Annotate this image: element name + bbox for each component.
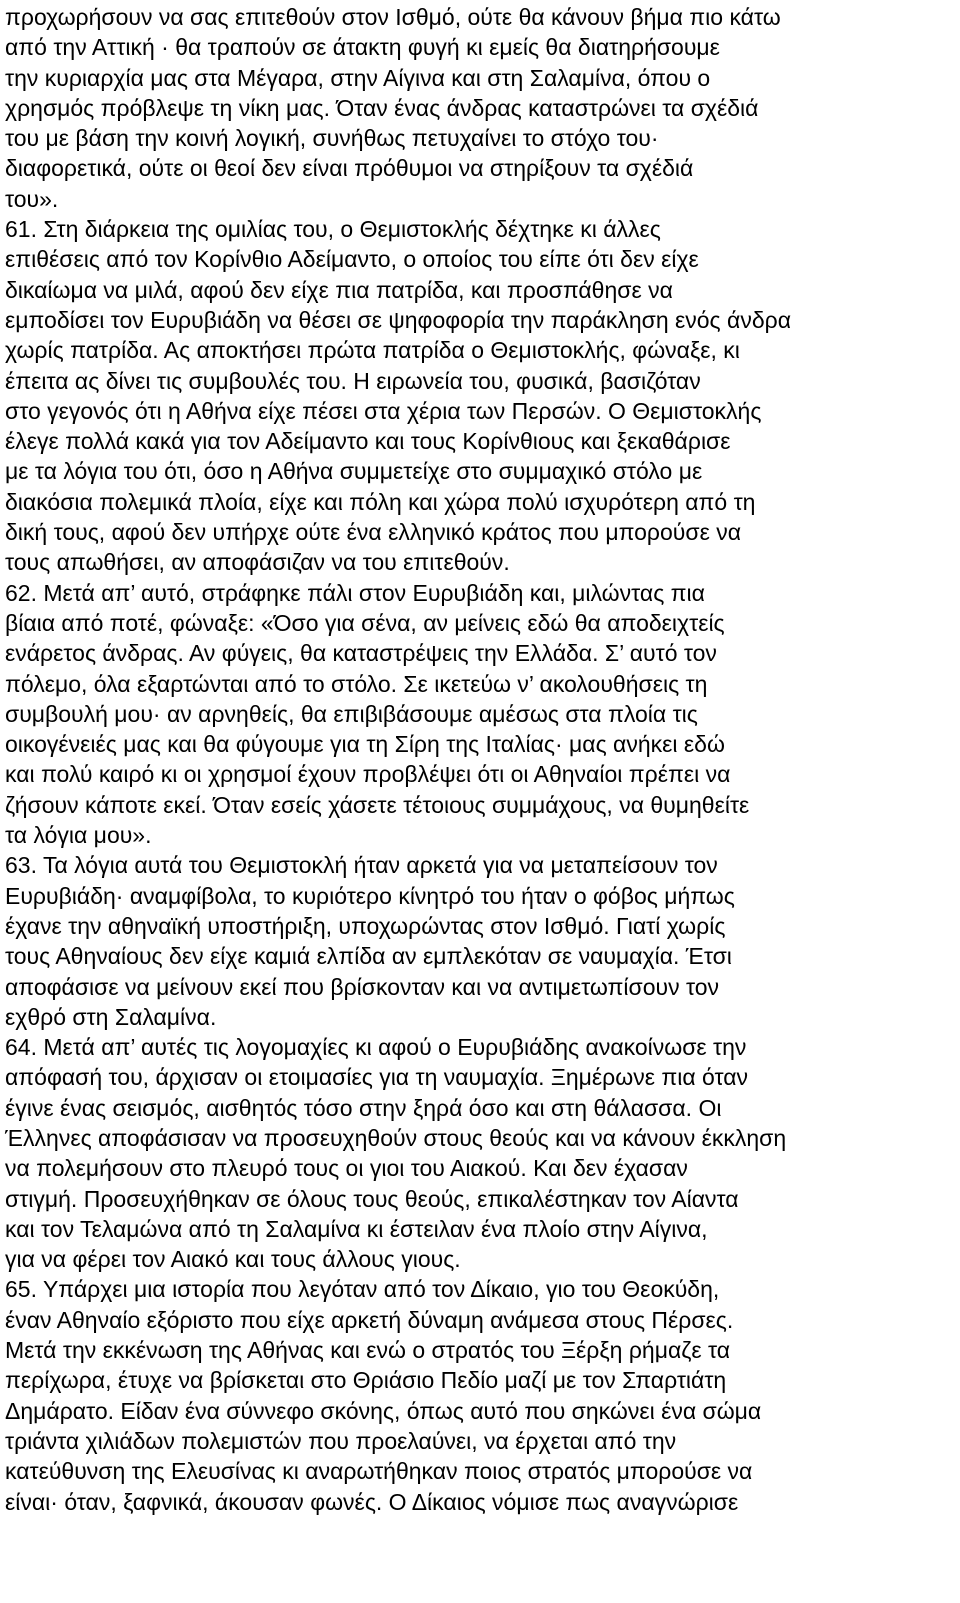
text-line: την κυριαρχία μας στα Μέγαρα, στην Αίγινα και στη Σαλαμίνα, όπου ο bbox=[5, 64, 711, 91]
text-line: στο γεγονός ότι η Αθήνα είχε πέσει στα χέρια των Περσών. Ο Θεμιστοκλής bbox=[5, 397, 762, 424]
text-line: απόφασή του, άρχισαν οι ετοιμασίες για τη ναυμαχία. Ξημέρωνε πια όταν bbox=[5, 1064, 749, 1091]
text-line: από την Αττική · θα τραπούν σε άτακτη φυγή κι εμείς θα διατηρήσουμε bbox=[5, 34, 720, 61]
text-line: διαφορετικά, ούτε οι θεοί δεν είναι πρόθυμοι να στηρίξουν τα σχέδιά bbox=[5, 155, 694, 182]
text-line: τριάντα χιλιάδων πολεμιστών που προελαύνει, να έρχεται από την bbox=[5, 1427, 677, 1454]
text-line: βίαια από ποτέ, φώναξε: «Όσο για σένα, αν μείνεις εδώ θα αποδειχτείς bbox=[5, 609, 725, 636]
text-line: στιγμή. Προσευχήθηκαν σε όλους τους θεούς, επικαλέστηκαν τον Αίαντα bbox=[5, 1185, 739, 1212]
text-line: τα λόγια μου». bbox=[5, 822, 152, 849]
text-line: έναν Αθηναίο εξόριστο που είχε αρκετή δύναμη ανάμεσα στους Πέρσες. bbox=[5, 1306, 734, 1333]
document-page bbox=[5, 2, 955, 1517]
text-line: του». bbox=[5, 185, 59, 212]
text-line: ζήσουν κάποτε εκεί. Όταν εσείς χάσετε τέτοιους συμμάχους, να θυμηθείτε bbox=[5, 791, 750, 818]
text-line: αποφάσισε να μείνουν εκεί που βρίσκονταν και να αντιμετωπίσουν τον bbox=[5, 973, 720, 1000]
text-line: ενάρετος άνδρας. Αν φύγεις, θα καταστρέψεις την Ελλάδα. Σ’ αυτό τον bbox=[5, 640, 717, 667]
text-line: πόλεμο, όλα εξαρτώνται από το στόλο. Σε ικετεύω ν’ ακολουθήσεις τη bbox=[5, 670, 708, 697]
text-line: είναι· όταν, ξαφνικά, άκουσαν φωνές. Ο Δίκαιος νόμισε πως αναγνώρισε bbox=[5, 1488, 739, 1515]
text-line: επιθέσεις από τον Κορίνθιο Αδείμαντο, ο οποίος του είπε ότι δεν είχε bbox=[5, 246, 699, 273]
text-line: Ευρυβιάδη· αναμφίβολα, το κυριότερο κίνητρό του ήταν ο φόβος μήπως bbox=[5, 882, 735, 909]
text-line: περίχωρα, έτυχε να βρίσκεται στο Θριάσιο Πεδίο μαζί με τον Σπαρτιάτη bbox=[5, 1367, 727, 1394]
text-line: Έλληνες αποφάσισαν να προσευχηθούν στους θεούς και να κάνουν έκκληση bbox=[5, 1124, 787, 1151]
text-line: του με βάση την κοινή λογική, συνήθως πετυχαίνει το στόχο του· bbox=[5, 125, 659, 152]
text-line: τους απωθήσει, αν αποφάσιζαν να του επιτεθούν. bbox=[5, 549, 510, 576]
text-line: τους Αθηναίους δεν είχε καμιά ελπίδα αν εμπλεκόταν σε ναυμαχία. Έτσι bbox=[5, 943, 732, 970]
text-line: να πολεμήσουν στο πλευρό τους οι γιοι του Αιακού. Και δεν έχασαν bbox=[5, 1155, 688, 1182]
text-line: και πολύ καιρό κι οι χρησμοί έχουν προβλέψει ότι οι Αθηναίοι πρέπει να bbox=[5, 761, 731, 788]
text-line: δικαίωμα να μιλά, αφού δεν είχε πια πατρίδα, και προσπάθησε να bbox=[5, 276, 673, 303]
paragraph-start-62: 62. Μετά απ’ αυτό, στράφηκε πάλι στον Ευρυβιάδη και, μιλώντας πια bbox=[5, 579, 705, 606]
text-line: Μετά την εκκένωση της Αθήνας και ενώ ο στρατός του Ξέρξη ρήμαζε τα bbox=[5, 1337, 731, 1364]
paragraph-start-61: 61. Στη διάρκεια της ομιλίας του, ο Θεμιστοκλής δέχτηκε κι άλλες bbox=[5, 216, 661, 243]
paragraph-start-65: 65. Υπάρχει μια ιστορία που λεγόταν από τον Δίκαιο, γιο του Θεοκύδη, bbox=[5, 1276, 720, 1303]
text-line: με τα λόγια του ότι, όσο η Αθήνα συμμετείχε στο συμμαχικό στόλο με bbox=[5, 458, 703, 485]
text-line: δική τους, αφού δεν υπήρχε ούτε ένα ελληνικό κράτος που μπορούσε να bbox=[5, 519, 742, 546]
text-line: χρησμός πρόβλεψε τη νίκη μας. Όταν ένας άνδρας καταστρώνει τα σχέδιά bbox=[5, 94, 759, 121]
text-line: έπειτα ας δίνει τις συμβουλές του. Η ειρωνεία του, φυσικά, βασιζόταν bbox=[5, 367, 701, 394]
text-line: προχωρήσουν να σας επιτεθούν στον Ισθμό, ούτε θα κάνουν βήμα πιο κάτω bbox=[5, 4, 781, 30]
paragraph-start-63: 63. Τα λόγια αυτά του Θεμιστοκλή ήταν αρκετά για να μεταπείσουν τον bbox=[5, 852, 718, 879]
text-line: οικογένειές μας και θα φύγουμε για τη Σίρη της Ιταλίας· μας ανήκει εδώ bbox=[5, 731, 725, 758]
text-line: Δημάρατο. Είδαν ένα σύννεφο σκόνης, όπως αυτό που σηκώνει ένα σώμα bbox=[5, 1397, 762, 1424]
text-line: έλεγε πολλά κακά για τον Αδείμαντο και τους Κορίνθιους και ξεκαθάρισε bbox=[5, 428, 731, 455]
text-line: διακόσια πολεμικά πλοία, είχε και πόλη και χώρα πολύ ισχυρότερη από τη bbox=[5, 488, 756, 515]
text-line: εμποδίσει τον Ευρυβιάδη να θέσει σε ψηφοφορία την παράκληση ενός άνδρα bbox=[5, 306, 791, 333]
text-line: έχανε την αθηναϊκή υποστήριξη, υποχωρώντας στον Ισθμό. Γιατί χωρίς bbox=[5, 912, 726, 939]
text-line: για να φέρει τον Αιακό και τους άλλους γιους. bbox=[5, 1246, 461, 1273]
text-line: έγινε ένας σεισμός, αισθητός τόσο στην ξηρά όσο και στη θάλασσα. Οι bbox=[5, 1094, 722, 1121]
text-line: συμβουλή μου· αν αρνηθείς, θα επιβιβάσουμε αμέσως στα πλοία τις bbox=[5, 700, 698, 727]
paragraph-start-64: 64. Μετά απ’ αυτές τις λογομαχίες κι αφού ο Ευρυβιάδης ανακοίνωσε την bbox=[5, 1034, 747, 1061]
text-line: εχθρό στη Σαλαμίνα. bbox=[5, 1003, 217, 1030]
text-line: κατεύθυνση της Ελευσίνας κι αναρωτήθηκαν ποιος στρατός μπορούσε να bbox=[5, 1458, 753, 1485]
text-line: και τον Τελαμώνα από τη Σαλαμίνα κι έστειλαν ένα πλοίο στην Αίγινα, bbox=[5, 1215, 708, 1242]
text-line: χωρίς πατρίδα. Ας αποκτήσει πρώτα πατρίδα ο Θεμιστοκλής, φώναξε, κι bbox=[5, 337, 740, 364]
